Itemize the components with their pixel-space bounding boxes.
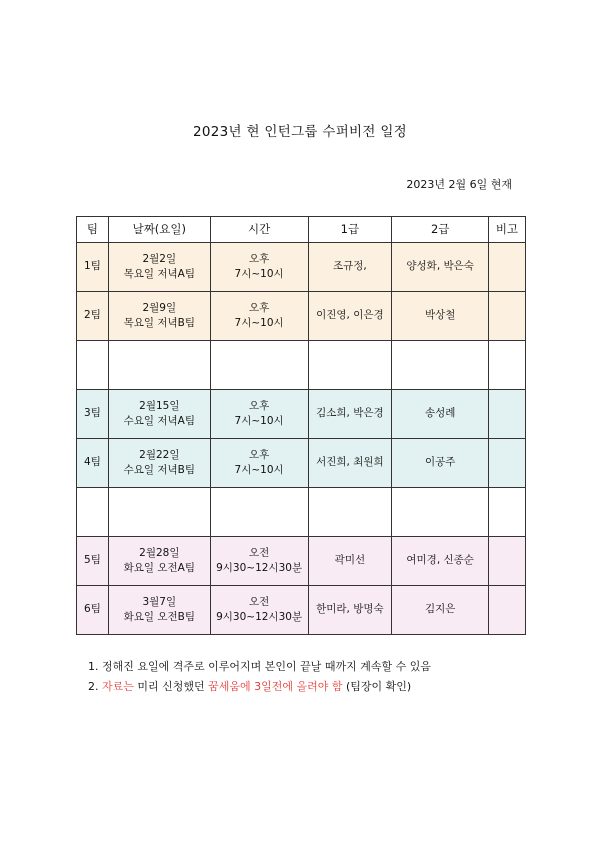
date-cell	[108, 390, 210, 439]
note2-red-2: 꿈세움에 3일전에 올려야 함	[208, 680, 343, 693]
header-grade2: 2급	[392, 217, 489, 243]
note-line-2	[88, 677, 431, 697]
grade1-cell: 서진희, 최원희	[308, 439, 392, 488]
time-period: 오후	[248, 399, 270, 412]
note-cell	[489, 243, 526, 292]
note2-mid: 미리 신청했던	[133, 680, 209, 693]
team-cell: 5팀	[77, 537, 109, 586]
time-range: 7시~10시	[234, 317, 284, 329]
day-line: 수요일 저녁A팀	[123, 415, 195, 427]
grade2-cell: 박상철	[392, 292, 489, 341]
grade2-cell: 김지은	[392, 586, 489, 635]
day-line: 수요일 저녁B팀	[123, 464, 196, 476]
time-range: 9시30~12시30분	[216, 562, 303, 574]
grade2-cell: 양성화, 박은숙	[392, 243, 489, 292]
grade2-cell: 송성례	[392, 390, 489, 439]
date-line: 2월9일	[142, 301, 177, 314]
time-range: 9시30~12시30분	[216, 611, 303, 623]
note-cell	[489, 439, 526, 488]
note2-red-1: 자료는	[102, 680, 134, 693]
time-cell	[210, 292, 308, 341]
table-row	[77, 537, 526, 586]
date-cell	[108, 292, 210, 341]
date-cell	[108, 586, 210, 635]
day-line: 화요일 오전A팀	[123, 562, 195, 574]
team-cell: 1팀	[77, 243, 109, 292]
page-title: 2023년 현 인턴그룹 수퍼비전 일정	[192, 124, 407, 140]
note2-prefix: 2.	[88, 680, 102, 693]
grade2-cell: 이공주	[392, 439, 489, 488]
note-cell	[489, 292, 526, 341]
note-cell	[489, 586, 526, 635]
as-of-date: 2023년 2월 6일 현재	[406, 178, 512, 191]
day-line: 목요일 저녁A팀	[123, 268, 195, 280]
date-line: 2월15일	[139, 399, 180, 412]
date-line: 2월22일	[139, 448, 180, 461]
date-line: 3월7일	[142, 595, 177, 608]
grade1-cell: 이진영, 이은경	[308, 292, 392, 341]
table-row	[77, 292, 526, 341]
date-line: 2월2일	[142, 252, 177, 265]
time-range: 7시~10시	[234, 464, 284, 476]
time-cell	[210, 390, 308, 439]
table-row	[77, 390, 526, 439]
header-grade1: 1급	[308, 217, 392, 243]
date-cell	[108, 243, 210, 292]
spacer-row	[77, 341, 526, 390]
time-cell	[210, 537, 308, 586]
header-date: 날짜(요일)	[108, 217, 210, 243]
notes-section	[88, 657, 431, 697]
grade1-cell: 곽미선	[308, 537, 392, 586]
note-cell	[489, 537, 526, 586]
table-row	[77, 243, 526, 292]
time-period: 오후	[248, 448, 270, 461]
time-period: 오전	[248, 546, 270, 559]
header-note: 비고	[489, 217, 526, 243]
grade1-cell: 김소희, 박은경	[308, 390, 392, 439]
team-cell: 6팀	[77, 586, 109, 635]
team-cell: 4팀	[77, 439, 109, 488]
table-row	[77, 439, 526, 488]
date-line: 2월28일	[139, 546, 180, 559]
note2-suffix: (팀장이 확인)	[342, 680, 412, 693]
header-team: 팀	[77, 217, 109, 243]
header-time: 시간	[210, 217, 308, 243]
grade2-cell: 여미경, 신종순	[392, 537, 489, 586]
table-row	[77, 586, 526, 635]
time-period: 오후	[248, 252, 270, 265]
day-line: 화요일 오전B팀	[123, 611, 196, 623]
spacer-row	[77, 488, 526, 537]
time-range: 7시~10시	[234, 415, 284, 427]
time-cell	[210, 586, 308, 635]
table-header-row	[77, 217, 526, 243]
time-period: 오후	[248, 301, 270, 314]
note-line-1: 1. 정해진 요일에 격주로 이루어지며 본인이 끝날 때까지 계속할 수 있음	[88, 660, 431, 673]
time-range: 7시~10시	[234, 268, 284, 280]
grade1-cell: 한미라, 방명숙	[308, 586, 392, 635]
day-line: 목요일 저녁B팀	[123, 317, 196, 329]
team-cell: 2팀	[77, 292, 109, 341]
team-cell: 3팀	[77, 390, 109, 439]
date-cell	[108, 439, 210, 488]
time-period: 오전	[248, 595, 270, 608]
time-cell	[210, 439, 308, 488]
schedule-table	[76, 216, 526, 635]
time-cell	[210, 243, 308, 292]
date-cell	[108, 537, 210, 586]
note-cell	[489, 390, 526, 439]
grade1-cell: 조규정,	[308, 243, 392, 292]
